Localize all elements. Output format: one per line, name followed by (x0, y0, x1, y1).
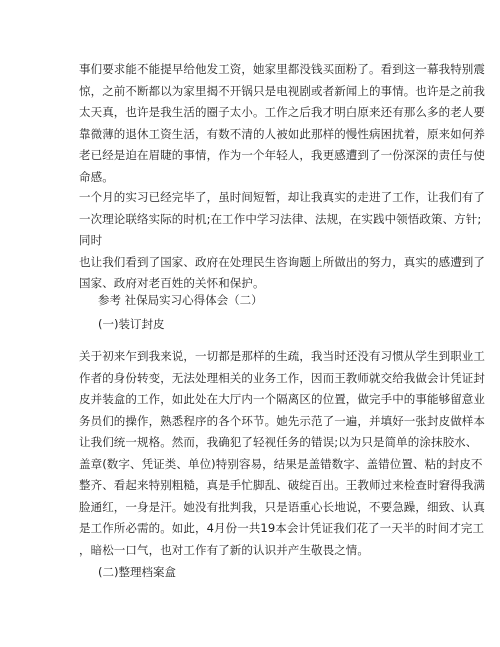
text-line: 事们要求能不能提早给他发工资，她家里都没钱买面粉了。看到这一幕我特别震 (79, 62, 485, 76)
text-line: 务员们的操作，熟悉程序的各个环节。她先示范了一遍，并填好一张封皮做样本 (79, 413, 485, 428)
text-line: 也让我们看到了国家、政府在处理民生咨询题上所做出的努力，真实的感遭到了 (79, 254, 485, 269)
text-line: 让我们统一规格。然而，我确犯了轻视任务的错误;以为只是简单的涂抹胶水、 (79, 435, 478, 449)
paragraph-2 (79, 187, 485, 295)
text-line: 皮并装盒的工作，如此处在大厅内一个隔离区的位置，做完手中的事能够留意业 (79, 392, 485, 406)
text-line: 老已经是迫在眉睫的事情，作为一个年轻人，我更感遭到了一份深深的责任与使 (79, 148, 485, 162)
paragraph-3 (79, 346, 485, 561)
text-line: ，暗松一口气，也对工作有了新的认识并产生敬畏之情。 (79, 542, 369, 557)
text-line: 脸通红，一身是汗。她没有批判我，只是语重心长地说，不要急躁，细致、认真 (79, 499, 485, 514)
text-line: 整齐、看起来特别粗糙，真是手忙脚乱、破绽百出。王教师过来检查时窘得我满 (79, 478, 485, 492)
text-line: 一个月的实习已经完毕了，虽时间短暂，却让我真实的走进了工作，让我们有了 (79, 190, 485, 204)
text-line: 是工作所必需的。如此，4月份一共19本会计凭证我们花了一天半的时间才完工 (79, 521, 485, 535)
text-line: 太天真，也许是我生活的圈子太小。工作之后我才明白原来还有那么多的老人要 (79, 105, 485, 119)
text-line: 盖章(数字、凭证类、单位)特别容易，结果是盖错数字、盖错位置、粘的封皮不 (79, 456, 483, 471)
paragraph-1 (79, 59, 485, 188)
text-line: 国家、政府对老百姓的关怀和保护。 (79, 276, 265, 290)
text-line: 命感。 (79, 169, 114, 184)
text-line: 惊，之前不断都以为家里揭不开锅只是电视剧或者新闻上的事情。也许是之前我 (79, 83, 485, 98)
text-line: 关于初来乍到我来说，一切都是那样的生疏，我当时还没有习惯从学生到职业工 (79, 349, 485, 363)
article-title: 参考 社保局实习心得体会（二） (98, 293, 263, 307)
text-line: 作者的身份转变，无法处理相关的业务工作，因而王教师就交给我做会计凭证封 (79, 370, 485, 385)
text-line: 一次理论联络实际的时机;在工作中学习法律、法规，在实践中领悟政策、方针; (79, 211, 482, 226)
section-heading-2: (二)整理档案盒 (98, 565, 176, 579)
section-heading-1: (一)装订封皮 (98, 317, 165, 331)
text-line: 靠微薄的退休工资生活，有数不清的人被如此那样的慢性病困扰着，原来如何养 (79, 126, 485, 141)
text-line: 同时 (79, 233, 103, 247)
